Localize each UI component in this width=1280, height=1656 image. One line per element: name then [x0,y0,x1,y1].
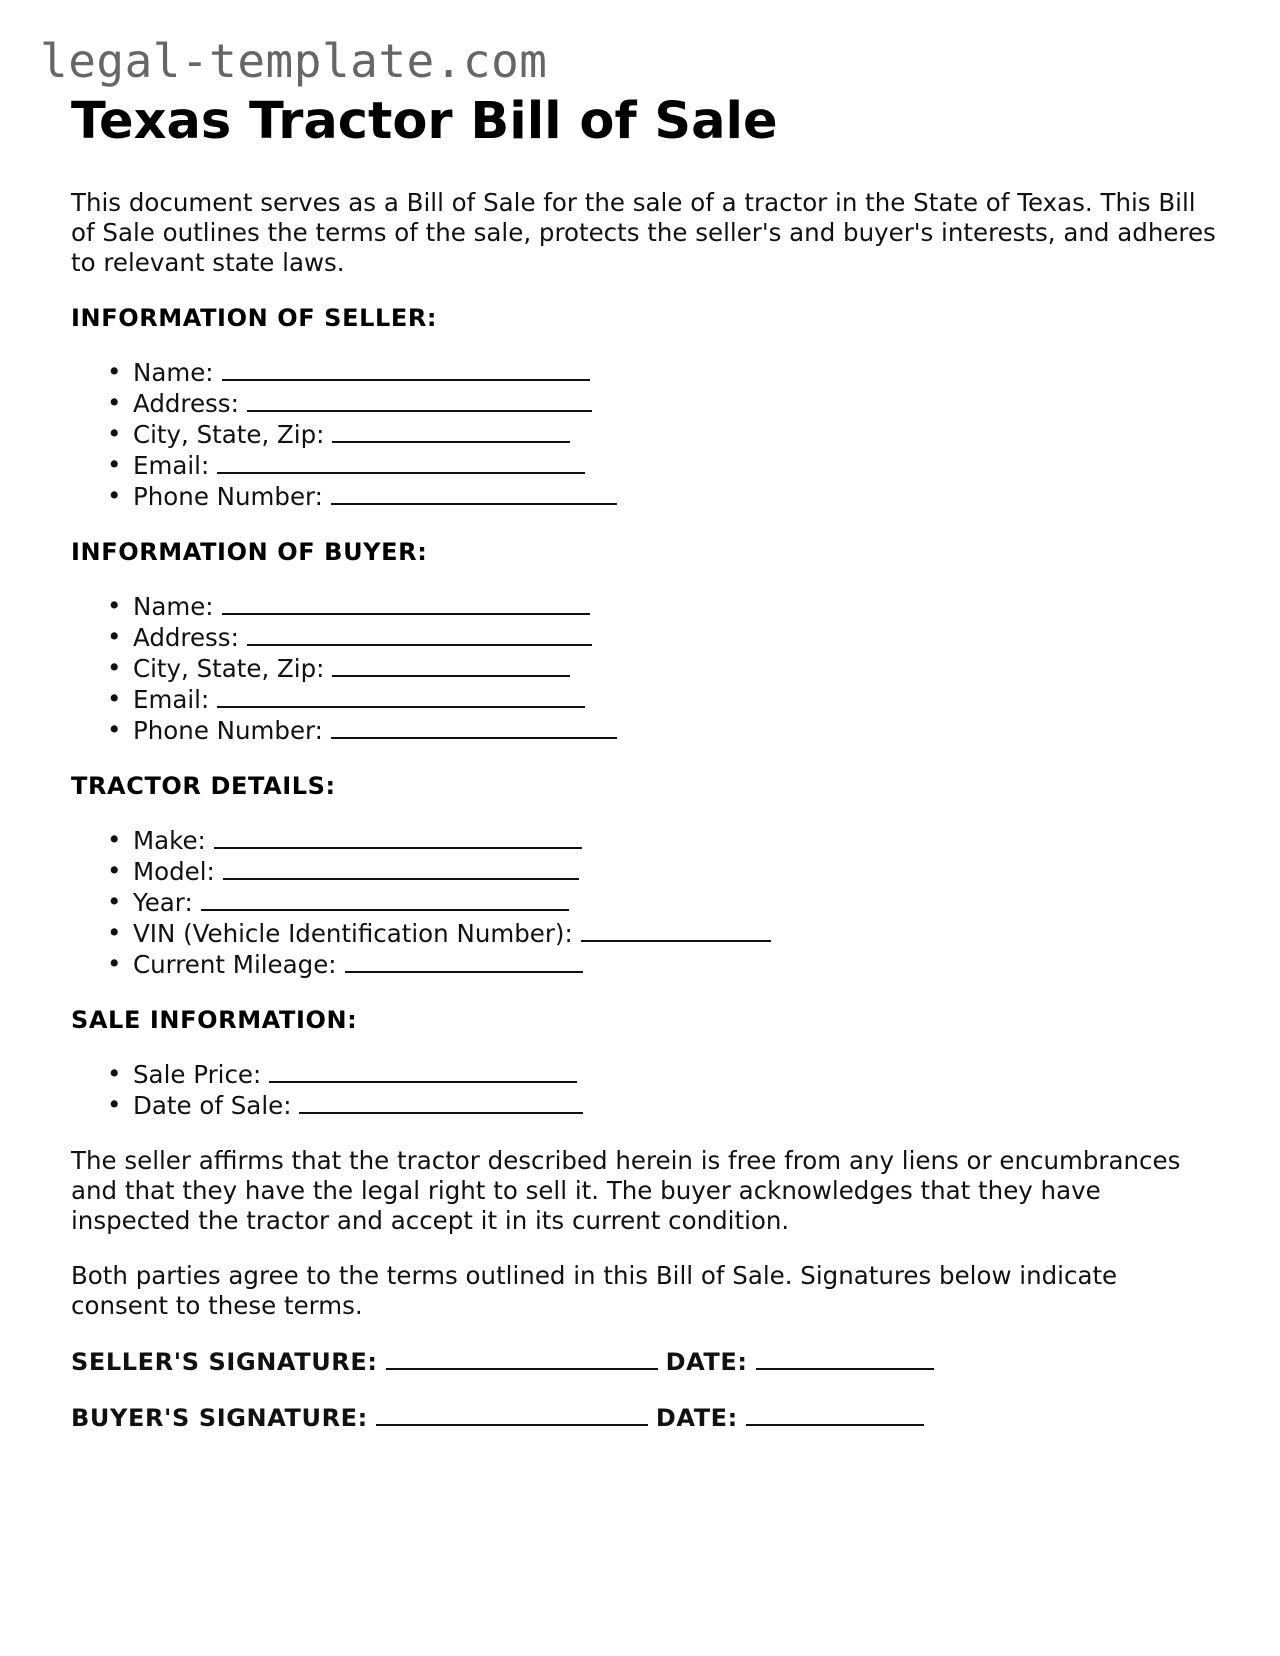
sale-heading: SALE INFORMATION: [71,1006,358,1034]
email-field[interactable] [217,450,585,474]
list-item [71,591,1221,622]
bullet-icon: • [107,1059,122,1088]
vin-field[interactable] [581,918,771,942]
bullet-icon: • [107,591,122,620]
list-item [71,622,1221,653]
bullet-icon: • [107,653,122,682]
name-field[interactable] [222,357,590,381]
bullet-icon: • [107,887,122,916]
list-item [71,684,1221,715]
seller-fields [71,357,1221,512]
bullet-icon: • [107,1090,122,1119]
bullet-icon: • [107,684,122,713]
name-field[interactable] [222,591,590,615]
agreement-paragraph: Both parties agree to the terms outlined in this Bill of Sale. Signatures below indicate consent to these terms. [71,1261,1118,1320]
current-mileage-field[interactable] [345,949,583,973]
list-item [71,856,1221,887]
seller-signature-line [71,1346,1221,1377]
field-label: Address: [133,389,239,418]
date-of-sale-field[interactable] [299,1090,583,1114]
field-label: Sale Price: [133,1060,262,1089]
bullet-icon: • [107,622,122,651]
seller-signature-label: SELLER'S SIGNATURE: [71,1348,378,1376]
field-label: Make: [133,826,206,855]
bullet-icon: • [107,949,122,978]
bullet-icon: • [107,357,122,386]
document-title: Texas Tractor Bill of Sale [71,92,778,151]
city-state-zip-field[interactable] [332,419,570,443]
list-item [71,481,1221,512]
field-label: Year: [133,888,193,917]
list-item [71,450,1221,481]
bullet-icon: • [107,388,122,417]
buyer-signature-field[interactable] [376,1402,648,1426]
seller-date-field[interactable] [756,1346,934,1370]
address-field[interactable] [247,622,592,646]
bullet-icon: • [107,856,122,885]
seller-date-label: DATE: [665,1348,748,1376]
field-label: Date of Sale: [133,1091,292,1120]
field-label: City, State, Zip: [133,654,325,683]
field-label: Email: [133,451,210,480]
address-field[interactable] [247,388,592,412]
seller-signature-field[interactable] [386,1346,658,1370]
field-label: Name: [133,592,214,621]
field-label: VIN (Vehicle Identification Number): [133,919,573,948]
field-label: Name: [133,358,214,387]
list-item [71,918,1221,949]
tractor-fields [71,825,1221,980]
buyer-fields [71,591,1221,746]
seller-heading: INFORMATION OF SELLER: [71,304,438,332]
affirmation-paragraph: The seller affirms that the tractor described herein is free from any liens or encumbrances and that they have the legal right to sell it. The buyer acknowledges that they have inspected the tractor and accept it in its current condition. [71,1146,1181,1235]
list-item [71,357,1221,388]
list-item [71,825,1221,856]
list-item [71,715,1221,746]
list-item [71,949,1221,980]
buyer-signature-line [71,1402,1221,1433]
phone-number-field[interactable] [331,715,617,739]
buyer-signature-label: BUYER'S SIGNATURE: [71,1404,368,1432]
phone-number-field[interactable] [331,481,617,505]
email-field[interactable] [217,684,585,708]
buyer-date-field[interactable] [746,1402,924,1426]
list-item [71,1090,1221,1121]
list-item [71,1059,1221,1090]
field-label: Current Mileage: [133,950,337,979]
model-field[interactable] [223,856,579,880]
sale-price-field[interactable] [269,1059,577,1083]
list-item [71,388,1221,419]
year-field[interactable] [201,887,569,911]
field-label: Address: [133,623,239,652]
make-field[interactable] [214,825,582,849]
buyer-date-label: DATE: [655,1404,738,1432]
field-label: Phone Number: [133,482,323,511]
bullet-icon: • [107,419,122,448]
bullet-icon: • [107,918,122,947]
watermark: legal-template.com [40,34,548,88]
field-label: Model: [133,857,215,886]
bullet-icon: • [107,715,122,744]
list-item [71,419,1221,450]
field-label: City, State, Zip: [133,420,325,449]
bullet-icon: • [107,825,122,854]
field-label: Phone Number: [133,716,323,745]
list-item [71,653,1221,684]
bullet-icon: • [107,481,122,510]
intro-paragraph: This document serves as a Bill of Sale for the sale of a tractor in the State of Texas. This Bill of Sale outlines the terms of the sale, protects the seller's and buyer's interests, and adheres to relevant state laws. [71,188,1216,277]
list-item [71,887,1221,918]
buyer-heading: INFORMATION OF BUYER: [71,538,428,566]
bullet-icon: • [107,450,122,479]
city-state-zip-field[interactable] [332,653,570,677]
sale-fields [71,1059,1221,1121]
field-label: Email: [133,685,210,714]
document-page [71,92,1221,1433]
tractor-heading: TRACTOR DETAILS: [71,772,336,800]
